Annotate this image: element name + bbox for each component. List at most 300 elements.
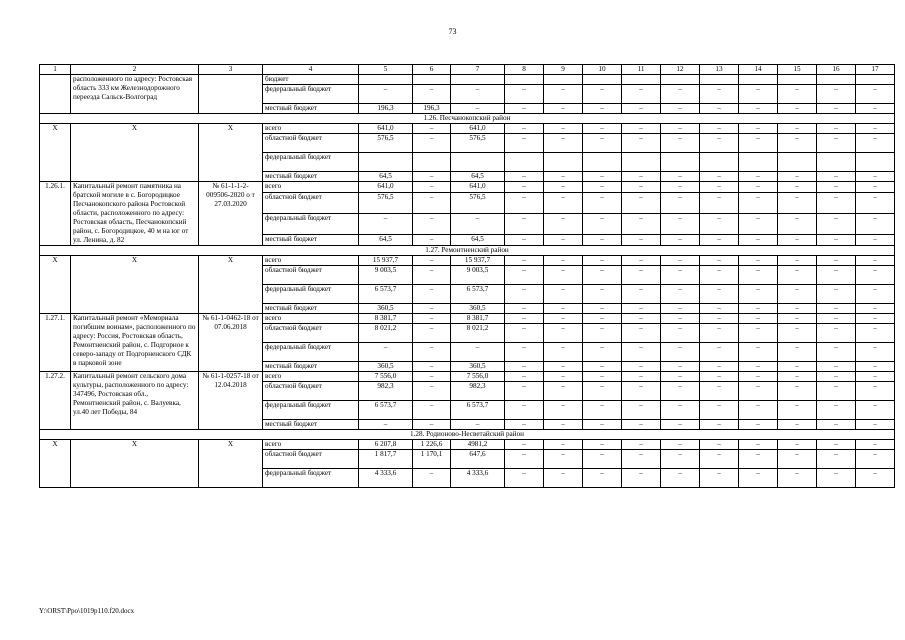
amount-cell: –	[505, 172, 544, 182]
amount-cell: –	[413, 469, 451, 488]
amount-cell: –	[451, 104, 505, 114]
budget-source-label: федеральный бюджет	[263, 285, 359, 304]
amount-cell: –	[856, 401, 895, 420]
amount-cell	[622, 153, 661, 172]
table-row	[40, 124, 895, 134]
section-header-row	[40, 114, 895, 124]
budget-source-label: областной бюджет	[263, 450, 359, 469]
object-name: Х	[71, 440, 199, 488]
amount-cell	[661, 153, 700, 172]
amount-cell: –	[856, 304, 895, 314]
item-number: Х	[40, 440, 71, 488]
amount-cell: 7 556,0	[451, 372, 505, 382]
column-number: 11	[622, 65, 661, 75]
amount-cell	[583, 75, 622, 85]
amount-cell: –	[661, 450, 700, 469]
amount-cell: –	[544, 213, 583, 234]
amount-cell: –	[778, 450, 817, 469]
amount-cell: 982,3	[451, 382, 505, 401]
amount-cell: 641,0	[451, 182, 505, 193]
amount-cell: –	[505, 440, 544, 450]
amount-cell: –	[622, 213, 661, 234]
budget-source-label: местный бюджет	[263, 362, 359, 372]
amount-cell: –	[778, 382, 817, 401]
amount-cell: –	[661, 304, 700, 314]
amount-cell: –	[622, 234, 661, 245]
amount-cell: –	[661, 382, 700, 401]
amount-cell: –	[544, 420, 583, 430]
amount-cell: –	[413, 234, 451, 245]
amount-cell: 6 573,7	[451, 401, 505, 420]
amount-cell: –	[505, 85, 544, 104]
document-number: Х	[199, 256, 263, 314]
column-number: 9	[544, 65, 583, 75]
amount-cell: –	[817, 172, 856, 182]
amount-cell: –	[817, 104, 856, 114]
budget-source-label: местный бюджет	[263, 172, 359, 182]
amount-cell: –	[817, 256, 856, 266]
amount-cell: –	[661, 134, 700, 153]
amount-cell: –	[661, 266, 700, 285]
amount-cell: –	[583, 401, 622, 420]
amount-cell: –	[451, 213, 505, 234]
amount-cell: –	[856, 362, 895, 372]
amount-cell: –	[622, 256, 661, 266]
amount-cell: –	[739, 382, 778, 401]
table-row	[40, 256, 895, 266]
table-row	[40, 182, 895, 193]
table-row	[40, 440, 895, 450]
amount-cell: –	[856, 234, 895, 245]
amount-cell: –	[622, 124, 661, 134]
amount-cell	[856, 75, 895, 85]
budget-source-label: федеральный бюджет	[263, 153, 359, 172]
amount-cell: –	[359, 85, 413, 104]
amount-cell: –	[505, 193, 544, 214]
amount-cell: –	[505, 469, 544, 488]
amount-cell: –	[505, 182, 544, 193]
amount-cell: 196,3	[413, 104, 451, 114]
table-row	[40, 372, 895, 382]
amount-cell: 1 226,6	[413, 440, 451, 450]
amount-cell: –	[700, 172, 739, 182]
amount-cell: –	[778, 343, 817, 362]
amount-cell: –	[739, 401, 778, 420]
amount-cell: 576,5	[359, 193, 413, 214]
file-path-footer: Y:\ORST\Ppo\1019p110.f20.docx	[39, 607, 135, 615]
amount-cell	[359, 75, 413, 85]
amount-cell: –	[622, 266, 661, 285]
amount-cell	[739, 75, 778, 85]
amount-cell: –	[661, 401, 700, 420]
amount-cell: –	[778, 401, 817, 420]
amount-cell: –	[622, 420, 661, 430]
budget-source-label: областной бюджет	[263, 266, 359, 285]
column-number: 3	[199, 65, 263, 75]
amount-cell	[817, 153, 856, 172]
amount-cell: –	[583, 362, 622, 372]
amount-cell: –	[817, 382, 856, 401]
amount-cell: –	[739, 172, 778, 182]
amount-cell: –	[413, 85, 451, 104]
amount-cell: –	[856, 324, 895, 343]
amount-cell: 9 003,5	[451, 266, 505, 285]
amount-cell: –	[505, 450, 544, 469]
amount-cell: –	[413, 134, 451, 153]
column-number: 4	[263, 65, 359, 75]
amount-cell	[505, 153, 544, 172]
amount-cell: –	[622, 285, 661, 304]
column-number: 14	[739, 65, 778, 75]
amount-cell: –	[856, 450, 895, 469]
amount-cell: –	[544, 362, 583, 372]
amount-cell: –	[544, 256, 583, 266]
amount-cell: –	[739, 285, 778, 304]
column-number: 10	[583, 65, 622, 75]
object-name: Капитальный ремонт памятника на братской могиле в с. Богородицкое Песчанокопского района Ростовской области, расположенного по адресу: Ростовская область, Песчанокопский район, с. Богородицкое, 40 м на юг от ул. Ленина, д. 82	[71, 182, 199, 246]
amount-cell: –	[505, 124, 544, 134]
amount-cell: –	[856, 314, 895, 324]
amount-cell: 4 333,6	[451, 469, 505, 488]
amount-cell: –	[622, 314, 661, 324]
amount-cell: –	[661, 193, 700, 214]
amount-cell: –	[505, 343, 544, 362]
amount-cell: –	[544, 314, 583, 324]
amount-cell: –	[739, 324, 778, 343]
column-number: 2	[71, 65, 199, 75]
amount-cell: –	[700, 256, 739, 266]
amount-cell: –	[817, 85, 856, 104]
amount-cell: –	[505, 285, 544, 304]
amount-cell: –	[817, 324, 856, 343]
budget-source-label: всего	[263, 182, 359, 193]
amount-cell: –	[544, 401, 583, 420]
budget-source-label: всего	[263, 440, 359, 450]
amount-cell: –	[544, 450, 583, 469]
amount-cell: –	[622, 134, 661, 153]
amount-cell: –	[413, 304, 451, 314]
amount-cell: –	[544, 124, 583, 134]
amount-cell: –	[739, 304, 778, 314]
amount-cell: –	[505, 314, 544, 324]
amount-cell: –	[817, 193, 856, 214]
table-row	[40, 314, 895, 324]
amount-cell: –	[505, 104, 544, 114]
amount-cell: –	[856, 440, 895, 450]
amount-cell: –	[583, 172, 622, 182]
amount-cell: –	[413, 266, 451, 285]
amount-cell: –	[622, 382, 661, 401]
amount-cell: 576,5	[451, 134, 505, 153]
amount-cell: –	[700, 193, 739, 214]
object-name: Х	[71, 256, 199, 314]
amount-cell: –	[622, 401, 661, 420]
amount-cell: –	[544, 85, 583, 104]
amount-cell: –	[583, 469, 622, 488]
amount-cell: –	[359, 213, 413, 234]
amount-cell: –	[413, 193, 451, 214]
amount-cell: –	[817, 285, 856, 304]
amount-cell: –	[583, 285, 622, 304]
amount-cell: –	[413, 182, 451, 193]
amount-cell	[739, 153, 778, 172]
amount-cell: –	[778, 134, 817, 153]
amount-cell: 8 021,2	[451, 324, 505, 343]
object-name: Х	[71, 124, 199, 182]
object-name: расположенного по адресу: Ростовская область 333 км Железнодорожного переезда Сальск-Волгоград	[71, 75, 199, 114]
amount-cell: –	[622, 85, 661, 104]
document-number: Х	[199, 124, 263, 182]
amount-cell: –	[817, 266, 856, 285]
amount-cell: –	[359, 343, 413, 362]
amount-cell: 7 556,0	[359, 372, 413, 382]
amount-cell: –	[413, 213, 451, 234]
amount-cell: –	[856, 256, 895, 266]
amount-cell: –	[778, 324, 817, 343]
amount-cell	[451, 153, 505, 172]
amount-cell: –	[700, 362, 739, 372]
amount-cell	[778, 75, 817, 85]
amount-cell: 641,0	[359, 124, 413, 134]
amount-cell: –	[856, 285, 895, 304]
amount-cell: –	[622, 450, 661, 469]
amount-cell: –	[739, 234, 778, 245]
amount-cell: –	[739, 124, 778, 134]
amount-cell: –	[544, 193, 583, 214]
amount-cell: –	[661, 285, 700, 304]
document-number: Х	[199, 440, 263, 488]
amount-cell: –	[583, 382, 622, 401]
amount-cell: 360,5	[451, 304, 505, 314]
amount-cell: 647,6	[451, 450, 505, 469]
budget-source-label: местный бюджет	[263, 304, 359, 314]
amount-cell: –	[583, 213, 622, 234]
amount-cell: –	[778, 266, 817, 285]
amount-cell: –	[700, 104, 739, 114]
amount-cell: 4 333,6	[359, 469, 413, 488]
amount-cell: –	[700, 266, 739, 285]
budget-source-label: областной бюджет	[263, 193, 359, 214]
amount-cell	[544, 153, 583, 172]
amount-cell: –	[661, 314, 700, 324]
amount-cell: –	[505, 324, 544, 343]
amount-cell: –	[622, 343, 661, 362]
amount-cell: –	[778, 362, 817, 372]
budget-source-label: всего	[263, 256, 359, 266]
amount-cell: –	[778, 372, 817, 382]
amount-cell: –	[661, 104, 700, 114]
amount-cell: –	[700, 124, 739, 134]
amount-cell: –	[505, 234, 544, 245]
amount-cell: –	[544, 343, 583, 362]
amount-cell: –	[778, 124, 817, 134]
amount-cell: –	[622, 182, 661, 193]
amount-cell: –	[413, 314, 451, 324]
amount-cell: –	[661, 213, 700, 234]
object-name: Капитальный ремонт сельского дома культуры, расположенного по адресу: 347496, Ростовская обл., Ремонтненский район, с. Валуевка, ул.40 лет Победы, 84	[71, 372, 199, 430]
document-number	[199, 75, 263, 114]
amount-cell: –	[544, 266, 583, 285]
amount-cell: –	[739, 440, 778, 450]
amount-cell: –	[739, 104, 778, 114]
budget-source-label: всего	[263, 372, 359, 382]
page-number: 73	[448, 27, 457, 36]
amount-cell: –	[583, 104, 622, 114]
amount-cell: –	[583, 85, 622, 104]
amount-cell: –	[778, 172, 817, 182]
amount-cell: –	[817, 362, 856, 372]
amount-cell: –	[856, 182, 895, 193]
budget-source-label: всего	[263, 314, 359, 324]
item-number: 1.26.1.	[40, 182, 71, 246]
amount-cell: –	[739, 343, 778, 362]
amount-cell: –	[413, 420, 451, 430]
amount-cell: –	[817, 420, 856, 430]
amount-cell	[583, 153, 622, 172]
amount-cell: –	[778, 304, 817, 314]
amount-cell: –	[661, 469, 700, 488]
column-number: 15	[778, 65, 817, 75]
amount-cell	[622, 75, 661, 85]
column-number: 1	[40, 65, 71, 75]
amount-cell: –	[700, 382, 739, 401]
amount-cell: –	[661, 234, 700, 245]
budget-source-label: федеральный бюджет	[263, 469, 359, 488]
amount-cell: –	[544, 104, 583, 114]
amount-cell: –	[505, 362, 544, 372]
budget-source-label: федеральный бюджет	[263, 401, 359, 420]
amount-cell: –	[856, 343, 895, 362]
column-number-row	[40, 65, 895, 75]
budget-source-label: областной бюджет	[263, 382, 359, 401]
amount-cell: 1 817,7	[359, 450, 413, 469]
amount-cell: –	[856, 104, 895, 114]
section-header-row	[40, 430, 895, 440]
amount-cell	[700, 75, 739, 85]
amount-cell: –	[583, 304, 622, 314]
amount-cell: 641,0	[359, 182, 413, 193]
amount-cell: –	[700, 420, 739, 430]
amount-cell: –	[505, 256, 544, 266]
amount-cell: –	[413, 124, 451, 134]
amount-cell: –	[505, 134, 544, 153]
section-title: 1.26. Песчанокопский район	[40, 114, 895, 124]
amount-cell: –	[739, 314, 778, 324]
column-number: 5	[359, 65, 413, 75]
amount-cell: –	[583, 266, 622, 285]
amount-cell	[778, 153, 817, 172]
budget-source-label: местный бюджет	[263, 234, 359, 245]
amount-cell: –	[856, 85, 895, 104]
amount-cell: 6 573,7	[359, 285, 413, 304]
amount-cell: –	[856, 193, 895, 214]
amount-cell: 64,5	[451, 172, 505, 182]
amount-cell: –	[778, 104, 817, 114]
column-number: 7	[451, 65, 505, 75]
amount-cell: –	[622, 440, 661, 450]
amount-cell: 64,5	[451, 234, 505, 245]
amount-cell: –	[583, 440, 622, 450]
amount-cell: 360,5	[359, 304, 413, 314]
amount-cell: –	[583, 314, 622, 324]
amount-cell: –	[413, 343, 451, 362]
amount-cell: –	[856, 372, 895, 382]
amount-cell: 641,0	[451, 124, 505, 134]
amount-cell: –	[505, 304, 544, 314]
amount-cell: –	[622, 362, 661, 372]
amount-cell: –	[413, 324, 451, 343]
amount-cell	[413, 153, 451, 172]
amount-cell: –	[544, 285, 583, 304]
amount-cell: 8 381,7	[359, 314, 413, 324]
budget-source-label: федеральный бюджет	[263, 343, 359, 362]
amount-cell: –	[700, 450, 739, 469]
amount-cell: 64,5	[359, 172, 413, 182]
amount-cell: 576,5	[359, 134, 413, 153]
amount-cell: –	[583, 372, 622, 382]
amount-cell: 982,3	[359, 382, 413, 401]
amount-cell: –	[661, 420, 700, 430]
amount-cell: –	[856, 420, 895, 430]
amount-cell: 360,5	[451, 362, 505, 372]
amount-cell: 360,5	[359, 362, 413, 372]
column-number: 16	[817, 65, 856, 75]
amount-cell: –	[544, 182, 583, 193]
amount-cell: –	[451, 343, 505, 362]
amount-cell: –	[413, 172, 451, 182]
amount-cell: –	[778, 85, 817, 104]
amount-cell: –	[505, 213, 544, 234]
amount-cell: 8 021,2	[359, 324, 413, 343]
amount-cell: –	[856, 134, 895, 153]
amount-cell: –	[505, 382, 544, 401]
item-number	[40, 75, 71, 114]
amount-cell: –	[661, 343, 700, 362]
amount-cell: –	[739, 469, 778, 488]
item-number: 1.27.1.	[40, 314, 71, 372]
amount-cell: –	[778, 440, 817, 450]
amount-cell: –	[739, 193, 778, 214]
amount-cell: –	[622, 324, 661, 343]
amount-cell: –	[622, 372, 661, 382]
amount-cell: –	[661, 182, 700, 193]
amount-cell: –	[451, 420, 505, 430]
amount-cell: –	[505, 372, 544, 382]
amount-cell: –	[778, 469, 817, 488]
budget-table	[39, 64, 895, 488]
amount-cell: –	[739, 420, 778, 430]
amount-cell: –	[583, 324, 622, 343]
amount-cell: –	[817, 401, 856, 420]
section-title: 1.28. Родионово-Несветайский район	[40, 430, 895, 440]
amount-cell: –	[544, 469, 583, 488]
amount-cell: –	[413, 382, 451, 401]
amount-cell: –	[544, 172, 583, 182]
budget-source-label: федеральный бюджет	[263, 85, 359, 104]
amount-cell: 6 573,7	[359, 401, 413, 420]
amount-cell: 15 937,7	[359, 256, 413, 266]
amount-cell: –	[739, 182, 778, 193]
amount-cell: –	[583, 234, 622, 245]
amount-cell: –	[700, 314, 739, 324]
amount-cell: –	[739, 256, 778, 266]
amount-cell: –	[739, 266, 778, 285]
amount-cell: –	[817, 314, 856, 324]
amount-cell: –	[817, 213, 856, 234]
amount-cell: –	[544, 372, 583, 382]
amount-cell: –	[622, 104, 661, 114]
item-number: Х	[40, 124, 71, 182]
